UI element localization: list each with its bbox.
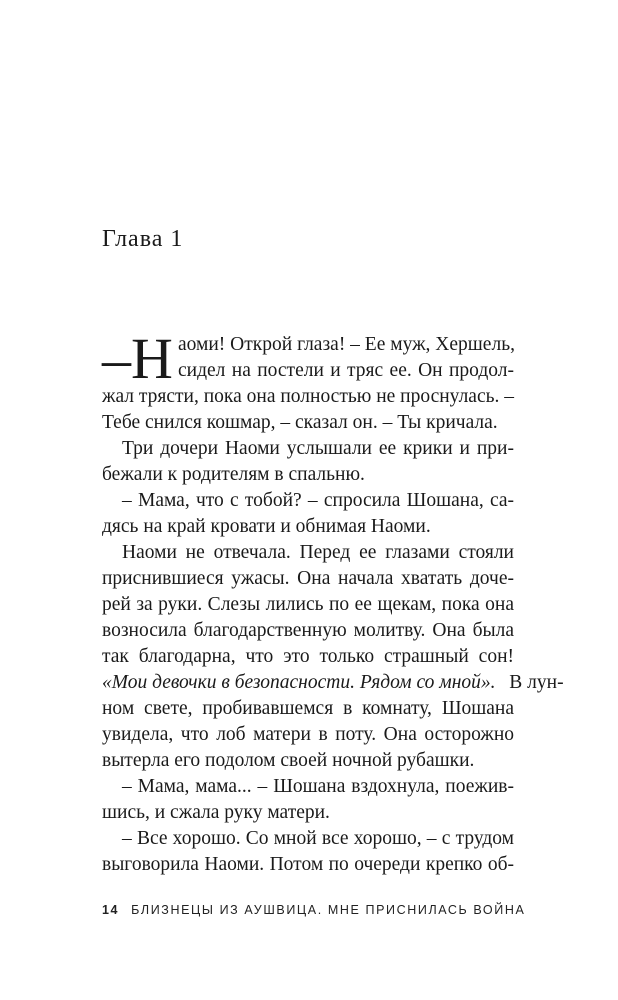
- text-line: Три дочери Наоми услышали ее крики и при-: [122, 438, 514, 459]
- text-line: – Мама, мама... – Шошана вздохнула, поежив-: [122, 776, 514, 797]
- quote-italic: «Мои девочки в безопасности. Рядом со мной».: [102, 672, 496, 693]
- text-line: Наоми не отвечала. Перед ее глазами стояли: [122, 542, 514, 563]
- text-line: аоми! Открой глаза! – Ее муж, Хершель,: [178, 334, 515, 355]
- drop-cap: –Н: [102, 326, 173, 391]
- text-line-mixed: [102, 670, 564, 696]
- text-line: так благодарна, что это только страшный сон!: [102, 646, 514, 667]
- text-fragment: В лун-: [509, 672, 564, 693]
- text-line: выговорила Наоми. Потом по очереди крепко об-: [102, 854, 514, 875]
- text-line: дясь на край кровати и обнимая Наоми.: [102, 516, 431, 537]
- text-line: шись, и сжала руку матери.: [102, 802, 330, 823]
- page-number: 14: [102, 903, 120, 917]
- text-line: приснившиеся ужасы. Она начала хватать доче-: [102, 568, 514, 589]
- text-line: вытерла его подолом своей ночной рубашки.: [102, 750, 475, 771]
- text-line: сидел на постели и тряс ее. Он продол-: [178, 360, 514, 381]
- text-line: жал трясти, пока она полностью не проснулась. –: [102, 386, 515, 407]
- page-footer: [102, 903, 525, 917]
- text-line: – Мама, что с тобой? – спросила Шошана, са-: [122, 490, 514, 511]
- text-line: Тебе снился кошмар, – сказал он. – Ты кричала.: [102, 412, 498, 433]
- text-line: ном свете, пробивавшемся в комнату, Шошана: [102, 698, 514, 719]
- running-title: БЛИЗНЕЦЫ ИЗ АУШВИЦА. МНЕ ПРИСНИЛАСЬ ВОЙНА: [131, 903, 526, 917]
- text-line: увидела, что лоб матери в поту. Она осторожно: [102, 724, 514, 745]
- text-line: рей за руки. Слезы лились по ее щекам, пока она: [102, 594, 514, 615]
- text-line: – Все хорошо. Со мной все хорошо, – с трудом: [122, 828, 514, 849]
- chapter-title: Глава 1: [102, 226, 184, 252]
- text-line: возносила благодарственную молитву. Она была: [102, 620, 514, 641]
- text-line: бежали к родителям в спальню.: [102, 464, 365, 485]
